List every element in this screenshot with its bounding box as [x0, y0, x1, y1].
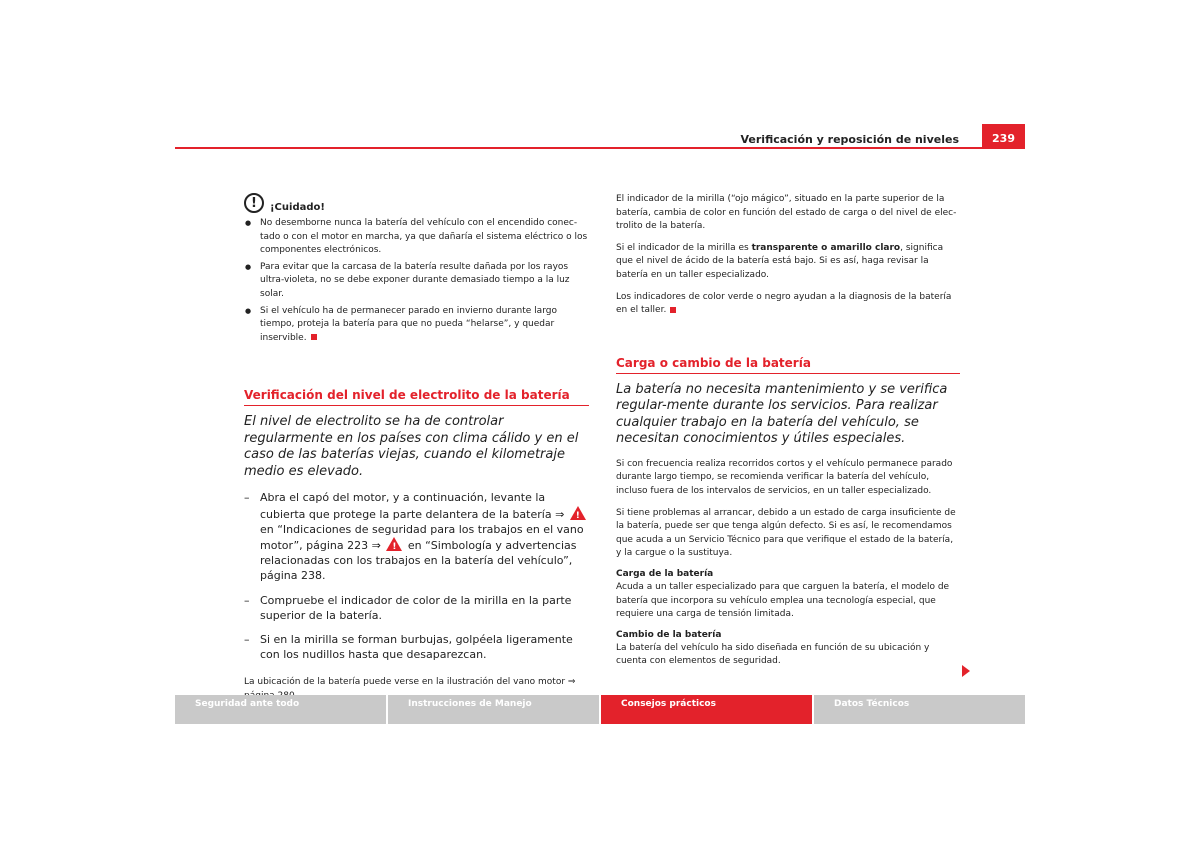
section-intro: El nivel de electrolito se ha de controlar regularmente en los países con clima cálido y en el caso de las baterías viejas, cuando el kilometraje medio es elevado. [244, 414, 579, 479]
warning-item: ● Si el vehículo ha de permanecer parado en invierno durante largo tiempo, proteja la batería para que no pueda “helarse”, y quedar inservible. [244, 305, 589, 346]
step-item: – Si en la mirilla se forman burbujas, golpéela ligeramente con los nudillos hasta que desaparezcan. [244, 632, 589, 662]
section-title-electrolyte: Verificación del nivel de electrolito de la batería [244, 388, 589, 406]
warning-item: ● Para evitar que la carcasa de la batería resulte dañada por los rayos ultra-violeta, no se debe exponer durante demasiado tiempo a la luz solar. [244, 261, 589, 302]
left-column [244, 193, 589, 712]
paragraph: Acuda a un taller especializado para que carguen la batería, el modelo de batería que incorpora su vehículo emplea una tecnología especial, que requiere una carga de tensión limitada. [616, 581, 950, 620]
footer-nav [175, 695, 1025, 724]
right-column [616, 193, 960, 677]
paragraph: Si tiene problemas al arrancar, debido a un estado de carga insuficiente de la batería, puede ser que tenga algún defecto. Si es así, le recomendamos que acuda a un Servicio Técnico para que verifique el estado de la batería, y la cargue o la sustituya. [616, 507, 956, 559]
section-intro: La batería no necesita mantenimiento y se verifica regular-mente durante los servicios. Para realizar cualquier trabajo en la batería del vehículo, se necesitan conocimientos y útiles especiales. [616, 381, 948, 447]
caution-icon: ! [244, 193, 264, 213]
paragraph: La batería del vehículo ha sido diseñada en función de su ubicación y cuenta con elementos de seguridad. [616, 642, 930, 667]
continue-arrow-icon [962, 665, 970, 677]
tab-seguridad[interactable]: Seguridad ante todo [175, 695, 388, 724]
warning-triangle-icon [386, 537, 402, 551]
tab-datos[interactable]: Datos Técnicos [814, 695, 1025, 724]
paragraph: Si con frecuencia realiza recorridos cortos y el vehículo permanece parado durante largo tiempo, se recomienda verificar la batería del vehículo, incluso fuera de los intervalos de servicios, en un taller especializado. [616, 458, 953, 496]
step-item: – Compruebe el indicador de color de la mirilla en la parte superior de la batería. [244, 593, 589, 623]
end-mark-icon [311, 334, 317, 340]
subheading: Cambio de la batería [616, 629, 722, 640]
paragraph: El indicador de la mirilla (“ojo mágico”, situado en la parte superior de la batería, cambia de color en función del estado de carga o del nivel de elec-trolito de la batería. [616, 194, 957, 232]
warning-item: ● No desemborne nunca la batería del vehículo con el encendido conec-tado o con el motor en marcha, ya que dañaría el sistema eléctrico o los componentes electrónicos. [244, 217, 589, 258]
warning-header [244, 193, 589, 213]
step-item: – Abra el capó del motor, y a continuación, levante la cubierta que protege la parte delantera de la batería ⇒ ! en “Indicaciones de seguridad para los trabajos en el vano motor”, página 223 ⇒ ! en “Simbología y advertencias relacionadas con los trabajos en la batería del vehículo”, página 238. [244, 490, 589, 583]
warning-title: ¡Cuidado! [270, 202, 325, 213]
header-title: Verificación y reposición de niveles [740, 133, 959, 146]
end-mark-icon [670, 307, 676, 313]
paragraph: Si el indicador de la mirilla es transparente o amarillo claro, significa que el nivel de ácido de la batería está bajo. Si es así, haga revisar la batería en un taller especializado. [616, 242, 944, 280]
tab-consejos[interactable]: Consejos prácticos [601, 695, 814, 724]
section-title-charge: Carga o cambio de la batería [616, 356, 960, 374]
subheading: Carga de la batería [616, 568, 714, 579]
page-number: 239 [982, 124, 1025, 148]
tab-instrucciones[interactable]: Instrucciones de Manejo [388, 695, 601, 724]
warning-triangle-icon [570, 506, 586, 520]
location-note: La ubicación de la batería puede verse en la ilustración del vano motor ⇒ [244, 677, 576, 688]
paragraph: Los indicadores de color verde o negro ayudan a la diagnosis de la batería en el taller. [616, 291, 952, 316]
header-rule [175, 147, 1025, 149]
